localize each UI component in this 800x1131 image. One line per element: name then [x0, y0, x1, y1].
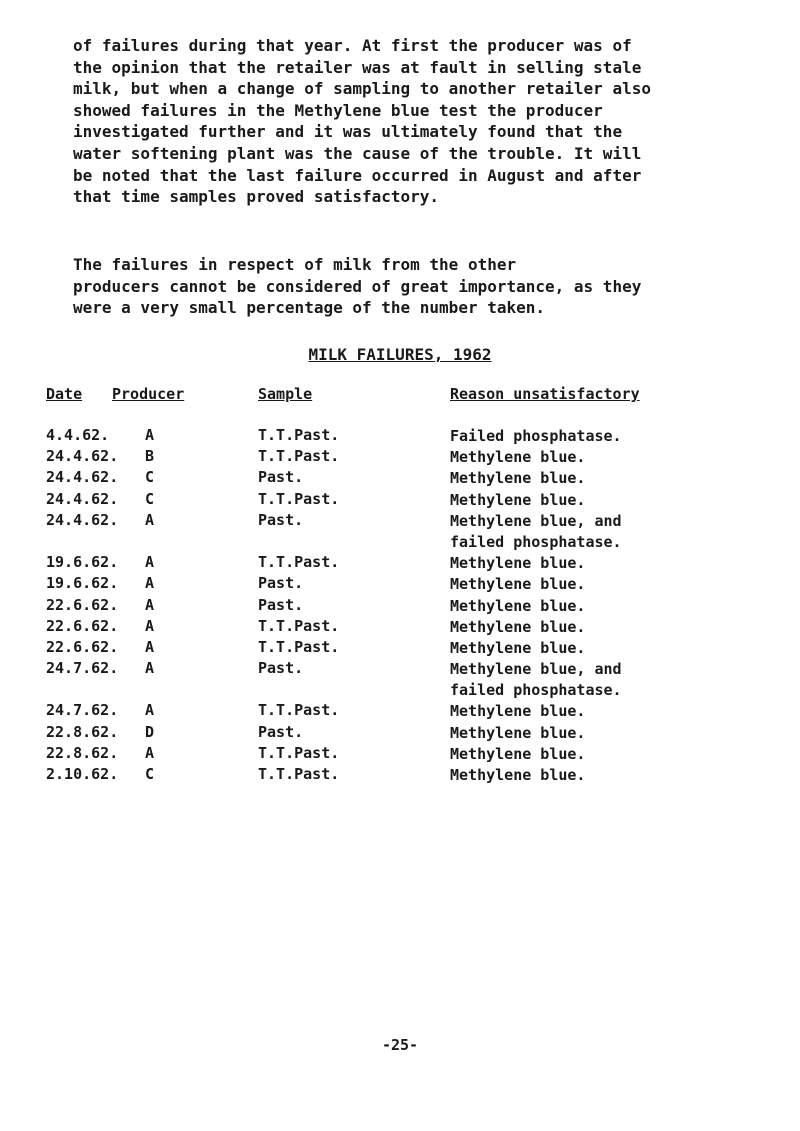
cell-reason: Methylene blue.: [450, 448, 586, 467]
cell-date: 4.4.62.: [46, 426, 110, 444]
cell-date: 2.10.62.: [46, 765, 119, 784]
table-row: [0, 553, 800, 574]
body-paragraph-2: The failures in respect of milk from the other producers cannot be considered of great importance, as they were a very small percentage of the number taken.: [73, 255, 642, 318]
cell-producer: A: [145, 595, 155, 614]
cell-sample: Past.: [258, 595, 304, 614]
cell-date: 24.4.62.: [46, 447, 119, 466]
table-row: [0, 617, 800, 638]
cell-date: 24.7.62.: [46, 659, 119, 678]
cell-date: 24.4.62.: [46, 510, 119, 529]
cell-producer: A: [145, 616, 155, 635]
cell-reason: Methylene blue.: [450, 490, 586, 509]
column-header-producer: Producer: [112, 385, 185, 403]
cell-producer: A: [145, 637, 155, 656]
cell-producer: A: [145, 426, 155, 444]
cell-sample: Past.: [258, 468, 304, 487]
cell-reason: Methylene blue.: [450, 469, 586, 488]
cell-producer: A: [145, 659, 155, 678]
body-paragraph-1: of failures during that year. At first the producer was of the opinion that the retailer was at fault in selling stale milk, but when a change of sampling to another retailer also showed failures in the Methylene blue test the producer investigated further and it was ultimately found that the water softening plant was the cause of the trouble. It will be noted that the last failure occurred in August and after that time samples proved satisfactory.: [73, 36, 651, 207]
cell-sample: T.T.Past.: [258, 489, 340, 508]
cell-sample: Past.: [258, 659, 304, 678]
cell-reason: Methylene blue.: [450, 766, 586, 785]
cell-reason: Methylene blue.: [450, 617, 586, 636]
cell-reason: Methylene blue.: [450, 596, 586, 615]
cell-producer: A: [145, 743, 155, 762]
column-header-reason: Reason unsatisfactory: [450, 385, 640, 403]
table-row: [0, 744, 800, 765]
cell-date: 24.7.62.: [46, 701, 119, 720]
cell-producer: C: [145, 468, 155, 487]
cell-sample: T.T.Past.: [258, 743, 340, 762]
table-row: [0, 490, 800, 511]
cell-reason: Methylene blue.: [450, 638, 586, 657]
cell-sample: T.T.Past.: [258, 637, 340, 656]
cell-producer: C: [145, 765, 155, 784]
column-header-date: Date: [46, 385, 83, 403]
page-number: -25-: [381, 1036, 419, 1054]
table-title: MILK FAILURES, 1962: [308, 345, 492, 364]
table-row: [0, 659, 800, 701]
table-row: [0, 426, 800, 447]
cell-sample: T.T.Past.: [258, 765, 340, 784]
cell-sample: T.T.Past.: [258, 553, 340, 572]
table-row: [0, 723, 800, 744]
cell-reason: Methylene blue, and failed phosphatase.: [450, 660, 622, 700]
table-row: [0, 701, 800, 722]
cell-producer: B: [145, 447, 155, 466]
cell-reason: Methylene blue.: [450, 554, 586, 573]
cell-producer: C: [145, 489, 155, 508]
column-header-sample: Sample: [258, 385, 313, 403]
table-row: [0, 574, 800, 595]
table-row: [0, 511, 800, 553]
cell-producer: A: [145, 510, 155, 529]
cell-sample: T.T.Past.: [258, 447, 340, 466]
cell-producer: A: [145, 574, 155, 593]
table-row: [0, 447, 800, 468]
cell-date: 24.4.62.: [46, 489, 119, 508]
cell-reason: Methylene blue.: [450, 723, 586, 742]
cell-date: 22.6.62.: [46, 637, 119, 656]
cell-date: 22.6.62.: [46, 595, 119, 614]
table-row: [0, 765, 800, 786]
cell-date: 22.6.62.: [46, 616, 119, 635]
cell-date: 19.6.62.: [46, 574, 119, 593]
cell-date: 22.8.62.: [46, 722, 119, 741]
table-row: [0, 638, 800, 659]
cell-producer: A: [145, 553, 155, 572]
cell-date: 24.4.62.: [46, 468, 119, 487]
cell-sample: T.T.Past.: [258, 701, 340, 720]
cell-sample: T.T.Past.: [258, 616, 340, 635]
cell-date: 22.8.62.: [46, 743, 119, 762]
cell-reason: Methylene blue, and failed phosphatase.: [450, 511, 622, 551]
cell-date: 19.6.62.: [46, 553, 119, 572]
cell-sample: Past.: [258, 510, 304, 529]
cell-producer: A: [145, 701, 155, 720]
failures-table-body: [0, 426, 800, 786]
cell-sample: T.T.Past.: [258, 426, 340, 444]
table-row: [0, 596, 800, 617]
cell-sample: Past.: [258, 574, 304, 593]
table-row: [0, 468, 800, 489]
cell-reason: Methylene blue.: [450, 744, 586, 763]
cell-reason: Methylene blue.: [450, 575, 586, 594]
cell-sample: Past.: [258, 722, 304, 741]
cell-reason: Methylene blue.: [450, 702, 586, 721]
cell-producer: D: [145, 722, 155, 741]
cell-reason: Failed phosphatase.: [450, 427, 622, 445]
